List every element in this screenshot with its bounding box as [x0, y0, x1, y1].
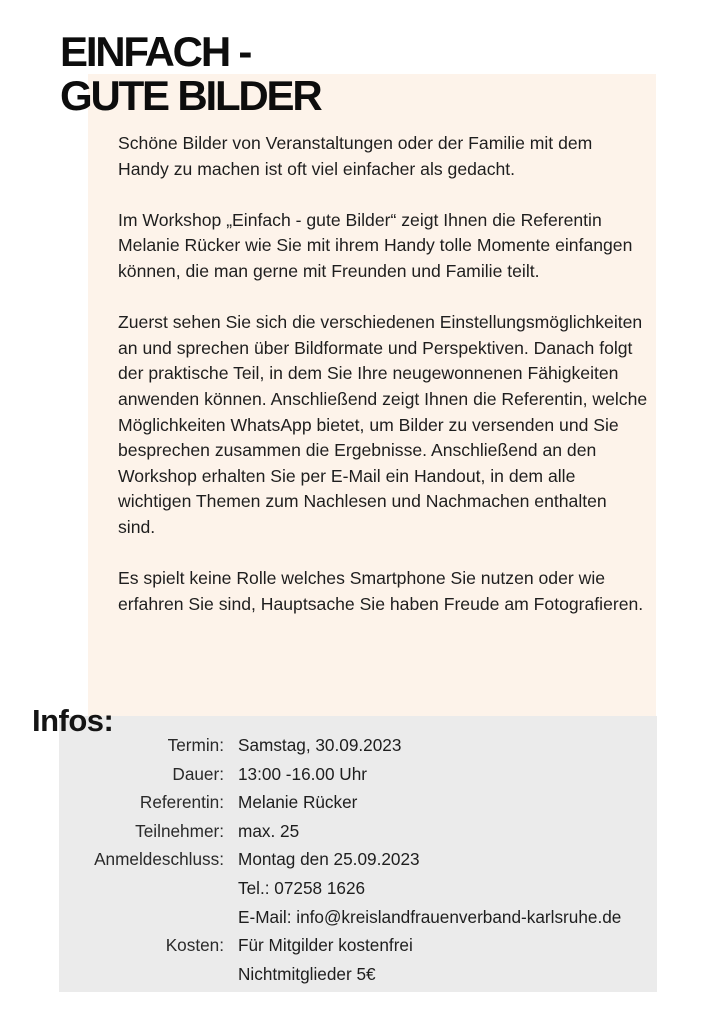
phone-number: Tel.: 07258 1626: [238, 877, 366, 898]
kosten-non-members: Nichtmitglieder 5€: [238, 963, 376, 984]
info-row-termin: [60, 731, 700, 760]
title-line-2: GUTE BILDER: [60, 72, 321, 119]
description-paragraph-3: Zuerst sehen Sie sich die verschiedenen Einstellungsmöglichkeiten an und sprechen über Bildformate und Perspektiven. Danach folgt der praktische Teil, in dem Sie Ihre neugewonnenen Fähigkeiten anwenden können. Anschließend zeigt Ihnen die Referentin, welche Möglichkeiten WhatsApp bietet, um Bilder zu versenden und Sie besprechen zusammen die Ergebnisse. Anschließend an den Workshop erhalten Sie per E-Mail ein Handout, in dem alle wichtigen Themen zum Nachlesen und Nachmachen enthalten sind.: [118, 312, 648, 537]
termin-value: Samstag, 30.09.2023: [238, 735, 402, 755]
infos-heading: Infos:: [32, 703, 114, 738]
info-row-teilnehmer: [60, 817, 700, 846]
info-row-anmeldeschluss: [60, 845, 700, 931]
kosten-members: Für Mitgilder kostenfrei: [238, 935, 413, 956]
teilnehmer-label: Teilnehmer:: [135, 820, 224, 841]
info-row-dauer: [60, 760, 700, 789]
dauer-value: 13:00 -16.00 Uhr: [238, 763, 367, 784]
anmeldeschluss-label: Anmeldeschluss:: [94, 849, 224, 870]
title-line-1: EINFACH -: [60, 28, 251, 75]
kosten-label: Kosten:: [165, 935, 224, 956]
referentin-label: Referentin:: [139, 792, 224, 813]
email-address: E-Mail: info@kreislandfrauenverband-karlsruhe.de: [238, 906, 622, 927]
teilnehmer-value: max. 25: [238, 820, 300, 841]
description-paragraph-4: Es spielt keine Rolle welches Smartphone Sie nutzen oder wie erfahren Sie sind, Hauptsache Sie haben Freude am Fotografieren.: [118, 568, 644, 614]
anmeldeschluss-value: Montag den 25.09.2023: [238, 849, 420, 870]
description-paragraph-2: Im Workshop „Einfach - gute Bilder“ zeigt Ihnen die Referentin Melanie Rücker wie Sie mit ihrem Handy tolle Momente einfangen können, die man gerne mit Freunden und Familie teilt.: [118, 209, 633, 281]
dauer-label: Dauer:: [172, 763, 224, 784]
info-table: [60, 731, 700, 988]
referentin-value: Melanie Rücker: [238, 792, 358, 813]
info-row-kosten: [60, 931, 700, 988]
info-row-referentin: [60, 788, 700, 817]
page-title: [60, 30, 400, 118]
termin-label: Termin:: [167, 735, 224, 755]
workshop-description: [118, 131, 648, 617]
description-paragraph-1: Schöne Bilder von Veranstaltungen oder der Familie mit dem Handy zu machen ist oft viel einfacher als gedacht.: [118, 133, 593, 179]
